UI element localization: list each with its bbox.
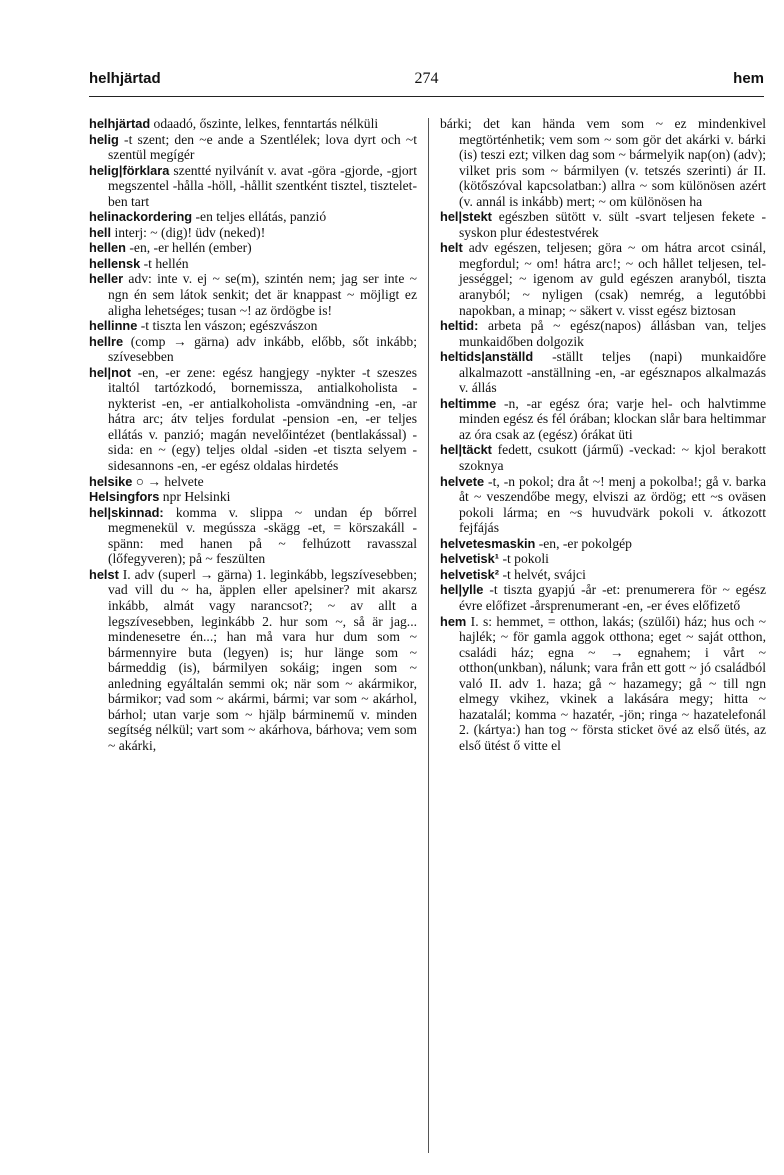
page-header (89, 70, 764, 96)
dictionary-entry (440, 567, 766, 583)
entry-definition: komma v. slippa ~ undan ép bőrrel megmenekül v. megússza -skägg -et, = körszakáll -spänn: med hanen på ~ felhúzott ravasszal (lőfegyveren); på ~ feszülten (108, 504, 417, 567)
dictionary-entry (440, 349, 766, 396)
dictionary-entry (440, 582, 766, 613)
entry-headword: heller (89, 271, 124, 287)
entry-definition: arbeta på ~ egész(napos) állásban van, teljes munkaidőben dolgozik (459, 318, 766, 349)
entry-headword: heltimme (440, 395, 497, 411)
entry-headword: helt (440, 240, 463, 256)
entry-definition: -t pokoli (499, 551, 549, 567)
entry-definition: -en, -er pokolgép (535, 535, 632, 551)
entry-definition: I. s: hemmet, = otthon, lakás; (szülői) ház; hus och ~ hajlék; ~ för gamla aggok otthona; eget ~ saját otthon, családi ház; egna ~ → egnahem; i vårt ~ otthon(unkban), nálunk; vara från ett gott ~ jó családból való II. adv 1. haza; gå ~ hazamegy; gå ~ till ngn elmegy vkihez, vkinek a lakására megy; hitta ~ hazatalál; komma ~ hazatér, -jön; ringa ~ hazatelefonál 2. (kártya:) han tog ~ första sticket övé az első ütés, az első ütést ő vitte el (459, 613, 766, 753)
entry-headword: helvetesmaskin (440, 535, 536, 551)
entry-headword: heltids|anställd (440, 349, 534, 365)
dictionary-entry (440, 209, 766, 240)
entry-headword: hel|skinnad: (89, 504, 164, 520)
left-running-headword: helhjärtad (89, 70, 161, 87)
dictionary-entry (89, 132, 417, 163)
page-number: 274 (414, 70, 439, 87)
entry-definition: adv: inte v. ej ~ se(m), szintén nem; jag ser inte ~ ngn én sem látok senkit; det är knappast ~ möjligt ez aligha lehetséges; tusan ~! az ördögbe is! (108, 271, 417, 318)
entry-definition: -n, -ar egész óra; varje hel- och halvtimme minden egész és fél órában; klockan slår bara heltimmar az óra csak az (egész) órákat üti (459, 395, 766, 442)
entry-headword: heltid: (440, 318, 479, 334)
entry-headword: hell (89, 224, 112, 240)
dictionary-entry (89, 225, 417, 241)
dictionary-entry (89, 505, 417, 567)
column-divider (428, 118, 429, 1153)
dictionary-entry (89, 209, 417, 225)
entry-headword: helhjärtad (89, 116, 151, 131)
entry-definition: egészben sütött v. sült -svart teljesen fekete -syskon plur édestestvérek (459, 209, 766, 240)
right-column (440, 116, 766, 753)
right-running-headword: hem (733, 70, 764, 87)
entry-definition: -t, -n pokol; dra åt ~! menj a pokolba!; gå v. barka åt ~ veszendőbe megy, elviszi az ördög; ett ~s oväsen pokoli lárma; en ~s huvudvärk pokoli v. átkozott fejfájás (459, 473, 766, 536)
header-rule (89, 96, 764, 97)
entry-headword: hel|ylle (440, 582, 484, 598)
dictionary-entry (89, 163, 417, 210)
entry-definition: -t szent; den ~e ande a Szentlélek; lova dyrt och ~t szentül megígér (108, 131, 417, 163)
entry-headword: helsike (89, 473, 133, 489)
dictionary-entry (89, 256, 417, 272)
entry-definition: ○ → helvete (132, 473, 204, 489)
entry-definition: odaadó, őszinte, lelkes, fenntartás nélküli (150, 116, 379, 131)
dictionary-entry (89, 489, 417, 505)
dictionary-entry (440, 536, 766, 552)
entry-definition: I. adv (superl → gärna) 1. leginkább, legszívesebben; vad vill du ~ ha, äpplen eller apelsiner? mit akarsz inkább, almát vagy narancsot?; ~ av allt a legszívesebben, leginkább 2. hur som ~, så är jag... mindenesetre én...; han må vara hur dum som ~ bármennyire buta (legyen) is; hur länge som ~ bármeddig (is), bármilyen sokáig; ingen som ~ anledning egyáltalán semmi ok; när som ~ akármikor, bármikor; vad som ~ akármi, bármi; var som ~ akárhol, bárhol; utan varje som ~ hjälp bárminemű v. minden segítség nélkül; vart som ~ akárhova, bárhova; vem som ~ akárki, (108, 566, 417, 753)
dictionary-entry (89, 474, 417, 490)
entry-headword: helig|förklara (89, 162, 170, 178)
entry-headword: hellre (89, 333, 124, 349)
entry-definition: szentté nyilvánít v. avat -göra -gjorde, -gjort megszentel -hålla -höll, -hållit szentként tisztel, tiszteletben tart (108, 162, 417, 209)
entry-headword: helvetisk¹ (440, 551, 500, 567)
dictionary-entry (440, 551, 766, 567)
entry-headword: hel|täckt (440, 442, 492, 458)
dictionary-entry (440, 396, 766, 443)
entry-definition: fedett, csukott (jármű) -veckad: ~ kjol berakott szoknya (459, 442, 766, 474)
entry-headword: hel|not (89, 364, 131, 380)
entry-headword: hem (440, 613, 467, 629)
entry-definition: npr Helsinki (159, 489, 231, 505)
entry-headword: hel|stekt (440, 209, 492, 225)
entry-definition: -t tiszta gyapjú -år -et: prenumerera för ~ egész évre előfizet -årsprenumerant -en, -er éves előfizető (459, 582, 766, 613)
entry-headword: helig (89, 131, 119, 147)
entry-definition: interj: ~ (dig)! üdv (neked)! (111, 224, 266, 240)
dictionary-entry (440, 474, 766, 536)
entry-headword: hellen (89, 240, 126, 256)
entry-definition: -en teljes ellátás, panzió (192, 209, 327, 225)
dictionary-entry (440, 318, 766, 349)
entry-headword: hellinne (89, 318, 138, 334)
entry-definition: -en, -er zene: egész hangjegy -nykter -t szeszes italtól tartózkodó, bornemissza, antialkoholista -nykterist -en, -er antialkoholista -omvändning -en, -ar hátra arc; átv teljes fordulat -pension -en, -er teljes ellátás v. panzió; magán nevelőintézet (bentlakással) -sida: en ~ (egy) teljes oldal -siden -et tiszta selyem -sidesannons -en, -er egész oldalas hirdetés (108, 364, 417, 474)
entry-definition: -t hellén (140, 255, 189, 271)
entry-headword: helinackordering (89, 209, 193, 225)
dictionary-entry (440, 116, 766, 209)
entry-headword: hellensk (89, 255, 141, 271)
dictionary-entry (89, 271, 417, 318)
entry-definition: adv egészen, teljesen; göra ~ om hátra arcot csinál, megfordul; ~ om! hátra arc!; ~ och hållet teljesen, teljességgel; ~ igenom av guld egészen aranyból, tiszta aranyból; ~ nyligen (csak) nemrég, a legutóbbi napokban, a minap; ~ säkert v. visst egész biztosan (459, 240, 766, 318)
entry-definition: (comp → gärna) adv inkább, előbb, sőt inkább; szívesebben (108, 333, 417, 365)
dictionary-entry (89, 567, 417, 754)
left-column (89, 116, 417, 753)
entry-definition: -ställt teljes (napi) munkaidőre alkalmazott -anställning -en, -ar egésznapos alkalmazás v. állás (459, 349, 766, 396)
dictionary-entry (89, 318, 417, 334)
dictionary-entry (89, 334, 417, 365)
entry-definition: -t tiszta len vászon; egészvászon (137, 318, 318, 334)
entry-headword: Helsingfors (89, 489, 160, 505)
dictionary-entry (440, 442, 766, 473)
dictionary-entry (89, 116, 417, 132)
entry-definition: -en, -er hellén (ember) (125, 240, 252, 256)
dictionary-entry (440, 614, 766, 754)
entry-headword: helvete (440, 473, 485, 489)
dictionary-entry (440, 240, 766, 318)
entry-definition: -t helvét, svájci (499, 566, 586, 582)
entry-definition: bárki; det kan hända vem som ~ ez mindenkivel megtörténhetik; vem som ~ som gör det akárki v. bárki (is) teszi ezt; vilken dag som ~ bármelyik nap(on) (adv); vilket pris som ~ bármilyen (v. tetszés szerinti) ár II. (kötőszóval kapcsolatban:) allra ~ som különösen azért (v. annál is inkább) mert; ~ om különösen ha (440, 116, 766, 209)
dictionary-entry (89, 240, 417, 256)
dictionary-entry (89, 365, 417, 474)
entry-headword: helvetisk² (440, 566, 500, 582)
entry-headword: helst (89, 566, 119, 582)
